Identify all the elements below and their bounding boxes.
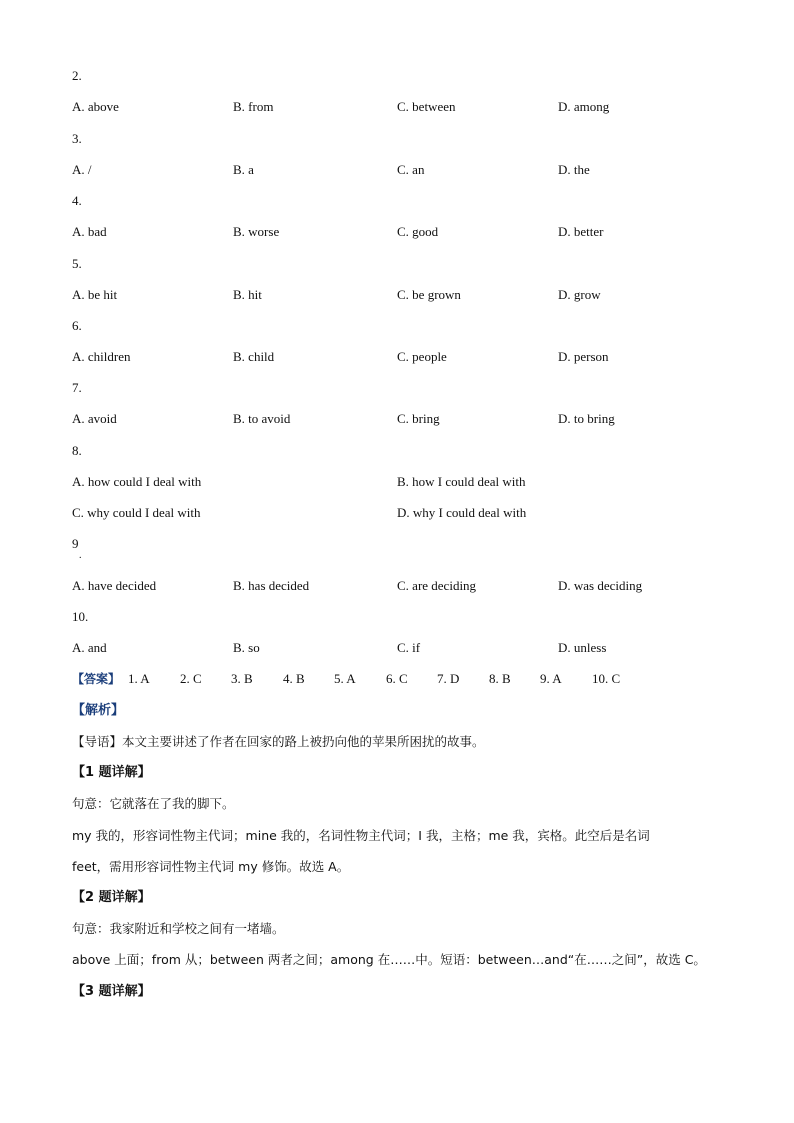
q1-explanation-line1: my 我的，形容词性物主代词；mine 我的，名词性物主代词；I 我，主格；me 我，宾格。此空后是名词 bbox=[72, 828, 650, 843]
answer-item: 8. B bbox=[489, 671, 511, 686]
question-number-dot: . bbox=[79, 550, 82, 561]
q1-explanation-line2: feet，需用形容词性物主代词 my 修饰。故选 A。 bbox=[72, 859, 350, 874]
option-d: D. unless bbox=[558, 640, 607, 655]
option-c: C. between bbox=[397, 99, 456, 114]
option-d: D. among bbox=[558, 99, 610, 114]
option-a: A. avoid bbox=[72, 411, 117, 426]
q2-meaning: 句意：我家附近和学校之间有一堵墙。 bbox=[72, 921, 285, 936]
option-c: C. people bbox=[397, 349, 447, 364]
q1-meaning: 句意：它就落在了我的脚下。 bbox=[72, 796, 235, 811]
q3-heading: 【3 题详解】 bbox=[72, 984, 151, 999]
option-c: C. are deciding bbox=[397, 578, 477, 593]
option-d: D. the bbox=[558, 162, 590, 177]
option-a: A. / bbox=[72, 162, 92, 177]
option-d: D. to bring bbox=[558, 411, 615, 426]
q2-heading: 【2 题详解】 bbox=[72, 890, 151, 905]
option-d: D. why I could deal with bbox=[397, 505, 527, 520]
option-b: B. a bbox=[233, 162, 254, 177]
answer-item: 7. D bbox=[437, 671, 460, 686]
answer-label: 【答案】 bbox=[72, 672, 121, 686]
option-b: B. from bbox=[233, 99, 274, 114]
option-d: D. better bbox=[558, 224, 604, 239]
option-c: C. be grown bbox=[397, 287, 461, 302]
question-number: 3. bbox=[72, 131, 82, 146]
answer-item: 2. C bbox=[180, 671, 202, 686]
option-b: B. has decided bbox=[233, 578, 310, 593]
answer-item: 10. C bbox=[592, 671, 621, 686]
question-number: 2. bbox=[72, 68, 82, 83]
q1-heading: 【1 题详解】 bbox=[72, 765, 151, 780]
answer-item: 4. B bbox=[283, 671, 305, 686]
option-b: B. child bbox=[233, 349, 275, 364]
answer-item: 9. A bbox=[540, 671, 562, 686]
answer-item: 1. A bbox=[128, 671, 150, 686]
analysis-label: 【解析】 bbox=[72, 703, 125, 718]
question-number: 4. bbox=[72, 193, 82, 208]
option-a: A. have decided bbox=[72, 578, 157, 593]
option-c: C. an bbox=[397, 162, 425, 177]
answer-item: 6. C bbox=[386, 671, 408, 686]
intro-text: 【导语】本文主要讲述了作者在回家的路上被扔向他的苹果所困扰的故事。 bbox=[72, 734, 485, 749]
option-a: A. be hit bbox=[72, 287, 118, 302]
option-b: B. worse bbox=[233, 224, 280, 239]
option-d: D. grow bbox=[558, 287, 601, 302]
question-number: 5. bbox=[72, 256, 82, 271]
question-number: 10. bbox=[72, 609, 89, 624]
option-a: A. and bbox=[72, 640, 107, 655]
option-b: B. to avoid bbox=[233, 411, 291, 426]
question-number: 9 bbox=[72, 536, 79, 551]
option-a: A. bad bbox=[72, 224, 107, 239]
option-b: B. so bbox=[233, 640, 260, 655]
option-a: A. above bbox=[72, 99, 119, 114]
option-d: D. was deciding bbox=[558, 578, 643, 593]
answer-item: 3. B bbox=[231, 671, 253, 686]
option-c: C. if bbox=[397, 640, 421, 655]
question-number: 8. bbox=[72, 443, 82, 458]
option-c: C. bring bbox=[397, 411, 440, 426]
answer-item: 5. A bbox=[334, 671, 356, 686]
question-number: 7. bbox=[72, 380, 82, 395]
option-b: B. how I could deal with bbox=[397, 474, 526, 489]
option-c: C. why could I deal with bbox=[72, 505, 201, 520]
option-c: C. good bbox=[397, 224, 439, 239]
q2-explanation-line1: above 上面；from 从；between 两者之间；among 在……中。短语：between…and“在……之间”，故选 C。 bbox=[72, 952, 706, 967]
option-a: A. children bbox=[72, 349, 131, 364]
option-d: D. person bbox=[558, 349, 609, 364]
option-b: B. hit bbox=[233, 287, 262, 302]
option-a: A. how could I deal with bbox=[72, 474, 202, 489]
question-number: 6. bbox=[72, 318, 82, 333]
